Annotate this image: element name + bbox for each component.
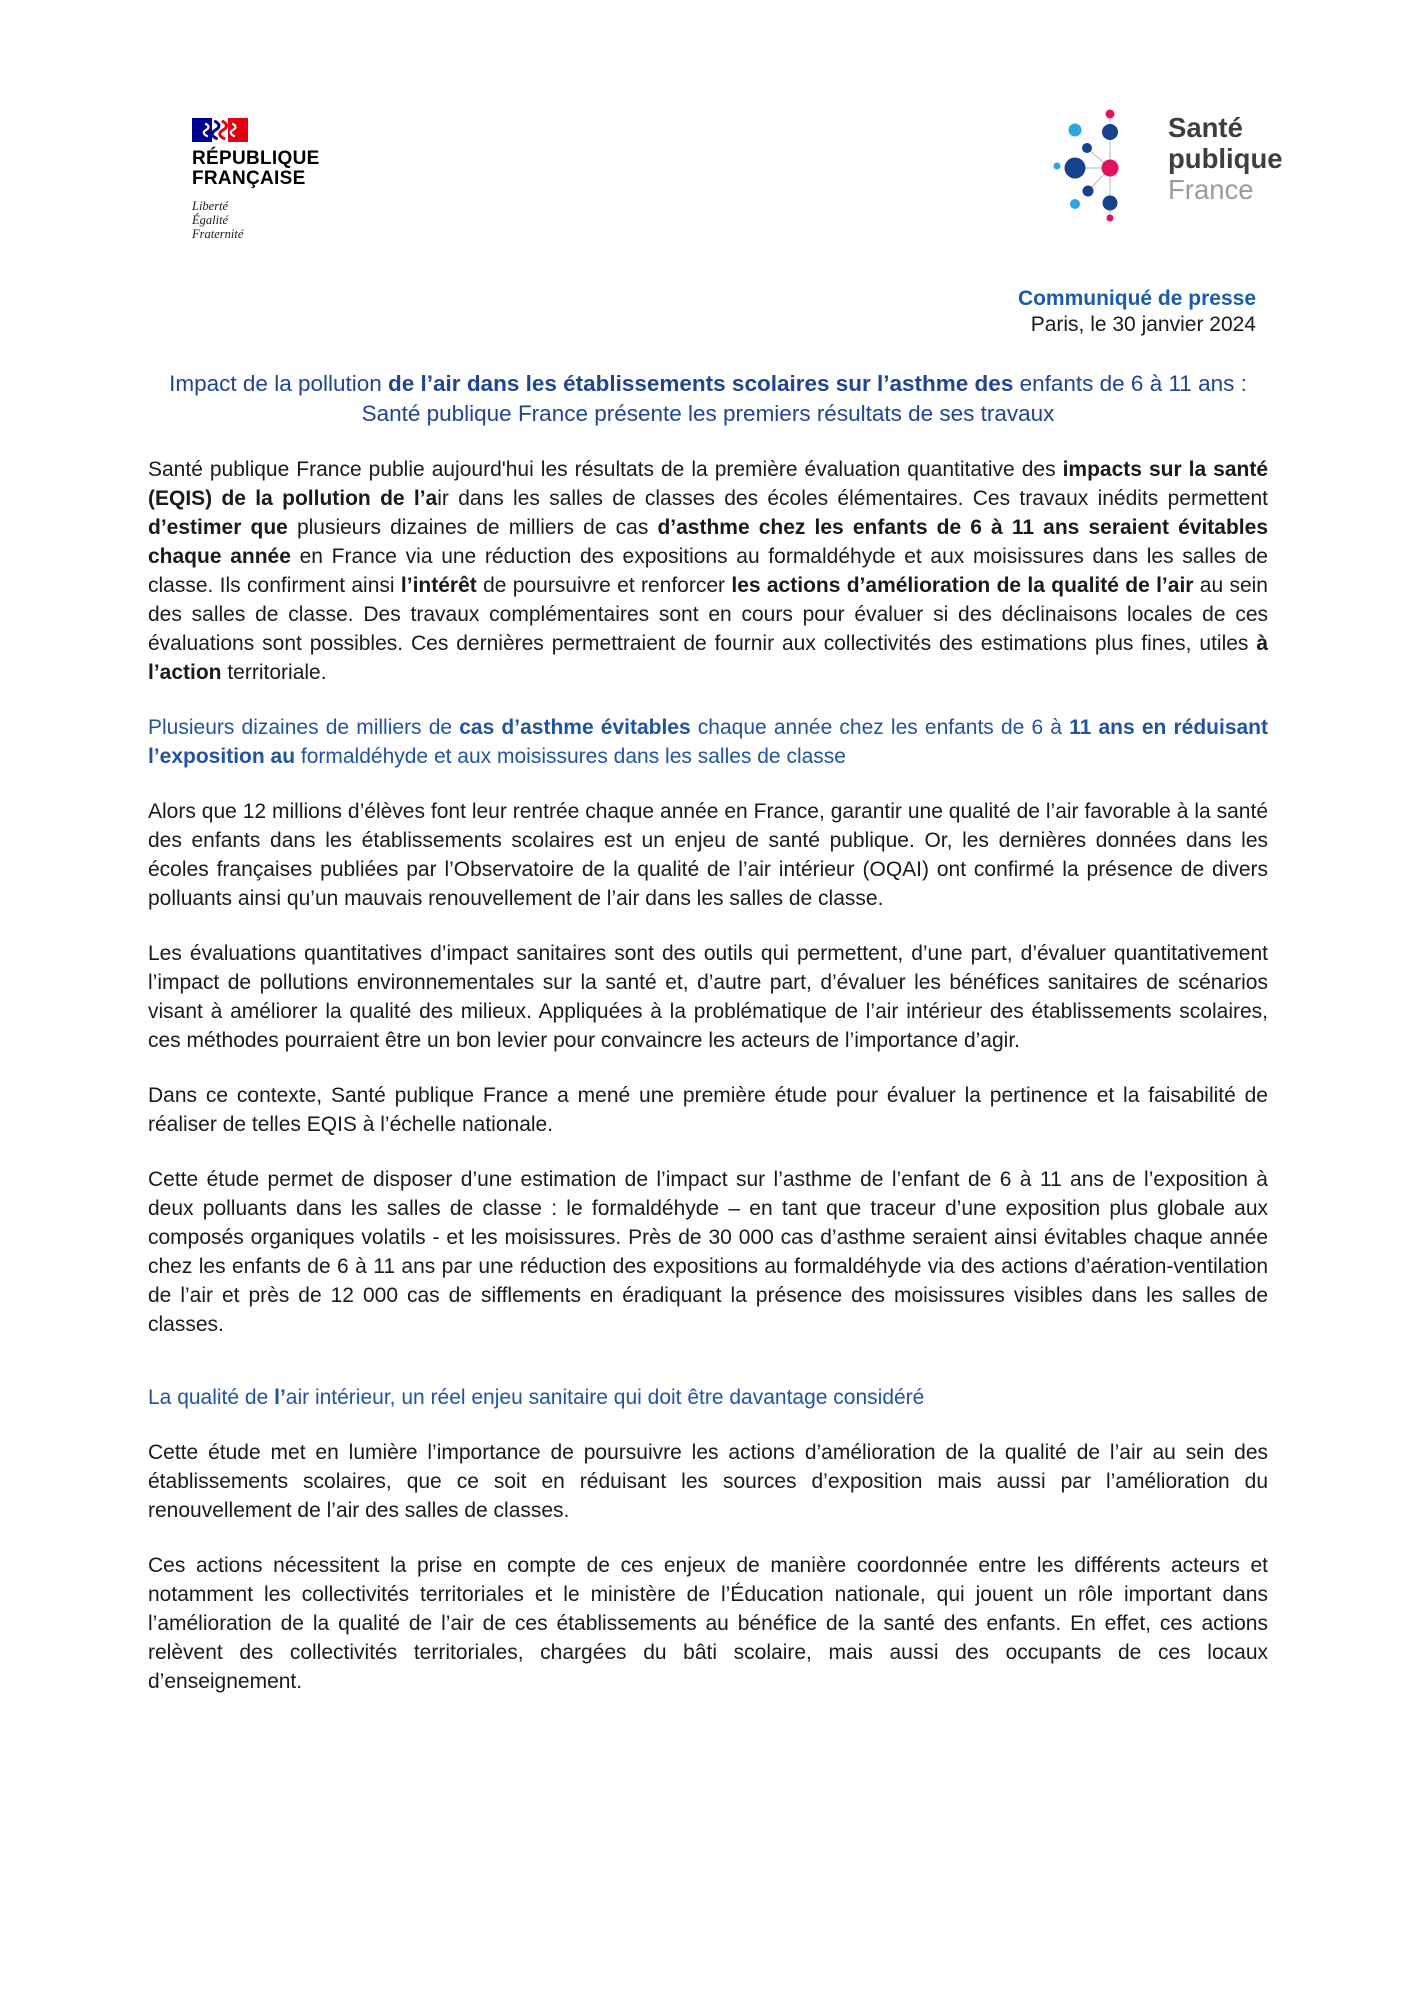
text: territoriale. <box>221 661 327 684</box>
rf-name-line2: FRANÇAISE <box>192 168 306 189</box>
bold-text: l’ <box>274 1386 286 1409</box>
body-paragraph <box>148 1165 1268 1339</box>
text: Les évaluations quantitatives d’impact sanitaires sont des outils qui permettent, d’une part, d’évaluer quantitativement l’impact de pollutions environnementales sur la santé et, d’autre part, d’évaluer les bénéfices sanitaires de scénarios visant à améliorer la qualité des milieux. Appliquées à la problématique de l’air intérieur des établissements scolaires, ces méthodes pourraient être un bon levier pour convaincre les acteurs de l’importance d’agir. <box>148 942 1268 1052</box>
text: ir dans les salles de classes des écoles élémentaires. Ces travaux inédits permettent <box>437 487 1268 510</box>
text: Ces actions nécessitent la prise en compte de ces enjeux de manière coordonnée entre les différents acteurs et notamment les collectivités territoriales et le ministère de l’Éducation nationale, qui jouent un rôle important dans l’amélioration de la qualité de l’air de ces établissements au bénéfice de la santé des enfants. En effet, ces actions relèvent des collectivités territoriales, chargées du bâti scolaire, mais aussi des occupants de ces locaux d’enseignement. <box>148 1554 1268 1693</box>
republique-francaise-wordmark <box>192 149 320 189</box>
text: Impact de la pollution <box>169 371 389 396</box>
rf-name-line1: RÉPUBLIQUE <box>192 148 320 169</box>
french-flag-icon <box>192 118 248 142</box>
kicker: Communiqué de presse <box>1017 287 1256 310</box>
body-paragraph <box>148 1438 1268 1525</box>
rf-motto <box>192 199 320 241</box>
text: Alors que 12 millions d’élèves font leur rentrée chaque année en France, garantir une qualité de l’air favorable à la santé des enfants dans les établissements scolaires est un enjeu de santé publique. Or, les dernières données dans les écoles françaises publiées par l’Observatoire de la qualité de l’air intérieur (OQAI) ont confirmé la présence de divers polluants ainsi qu’un mauvais renouvellement de l’air dans les salles de classe. <box>148 800 1268 910</box>
body-paragraph <box>148 455 1268 687</box>
text: Cette étude permet de disposer d’une estimation de l’impact sur l’asthme de l’enfant de 6 à 11 ans de l’exposition à deux polluants dans les salles de classe : le formaldéhyde – en tant que traceur d’une exposition plus globale aux composés organiques volatils - et les moisissures. Près de 30 000 cas d’asthme seraient ainsi évitables chaque année chez les enfants de 6 à 11 ans par une réduction des expositions au formaldéhyde via des actions d’aération-ventilation de l’air et près de 12 000 cas de sifflements en éradiquant la présence des moisissures visibles dans les salles de classes. <box>148 1168 1268 1336</box>
text: chaque année chez les enfants de 6 à <box>690 716 1070 739</box>
document-content <box>148 286 1268 1696</box>
body-paragraph <box>148 939 1268 1055</box>
text: Plusieurs dizaines de milliers de <box>148 716 460 739</box>
bold-text: d’estimer que <box>148 516 288 539</box>
bold-text: les actions d’amélioration de la qualité de l’air <box>731 574 1194 597</box>
text: Cette étude met en lumière l’importance de poursuivre les actions d’amélioration de la qualité de l’air au sein des établissements scolaires, que ce soit en réduisant les sources d’exposition mais aussi par l’amélioration du renouvellement de l’air des salles de classes. <box>148 1441 1268 1522</box>
text: Santé publique France publie aujourd'hui les résultats de la première évaluation quantitative des <box>148 458 1063 481</box>
text: en France via une réduction des expositions au formaldéhyde et aux moisissures dans les salles de classe. Ils confirment ainsi <box>148 545 1268 597</box>
text: air intérieur, un réel enjeu sanitaire qui doit être davantage considéré <box>285 1386 925 1409</box>
spf-wordmark <box>1168 96 1283 205</box>
text: formaldéhyde et aux moisissures dans les salles de classe <box>295 745 846 768</box>
bold-text: impacts sur la santé (EQIS) de la pollution de l’a <box>148 458 1268 510</box>
spf-wordmark-line1: Santé <box>1168 112 1243 143</box>
spf-wordmark-line2: publique <box>1168 143 1283 174</box>
rf-motto-liberte: Liberté <box>192 199 229 213</box>
page-title <box>148 369 1268 429</box>
section-subheading <box>148 1383 1268 1412</box>
text: au sein des salles de classe. Des travaux complémentaires sont en cours pour évaluer si des déclinaisons locales de ces évaluations sont possibles. Ces dernières permettraient de fournir aux collectivités des estimations plus fines, utiles <box>148 574 1268 655</box>
republique-francaise-logo <box>192 118 320 241</box>
body-paragraph <box>148 797 1268 913</box>
text: Dans ce contexte, Santé publique France a mené une première étude pour évaluer la pertinence et la faisabilité de réaliser de telles EQIS à l’échelle nationale. <box>148 1084 1268 1136</box>
body-paragraph <box>148 1551 1268 1696</box>
spf-network-icon <box>1024 96 1162 230</box>
bold-text: de l’air dans les établissements scolaires sur l’asthme des <box>388 371 1014 396</box>
body-paragraph <box>148 1081 1268 1139</box>
bold-text: d’asthme chez les enfants de 6 à 11 ans seraient évitables chaque année <box>148 516 1269 568</box>
bold-text: à l’action <box>148 632 1268 684</box>
sante-publique-france-logo <box>1024 96 1283 230</box>
text: enfants de 6 à 11 ans : Santé publique France présente les premiers résultats de ses travaux <box>361 371 1247 426</box>
bold-text: cas d’asthme évitables <box>459 716 691 739</box>
rf-motto-fraternite: Fraternité <box>192 227 244 241</box>
bold-text: l’intérêt <box>400 574 477 597</box>
section-subheading <box>148 713 1268 771</box>
text: plusieurs dizaines de milliers de cas <box>287 516 658 539</box>
document-body <box>148 455 1268 1696</box>
text: La qualité de <box>148 1386 275 1409</box>
dateline: Paris, le 30 janvier 2024 <box>1030 313 1256 336</box>
spf-wordmark-line3: France <box>1168 174 1254 205</box>
rf-motto-egalite: Égalité <box>192 213 229 227</box>
bold-text: 11 ans en réduisant l’exposition au <box>148 716 1268 768</box>
text: de poursuivre et renforcer <box>476 574 732 597</box>
